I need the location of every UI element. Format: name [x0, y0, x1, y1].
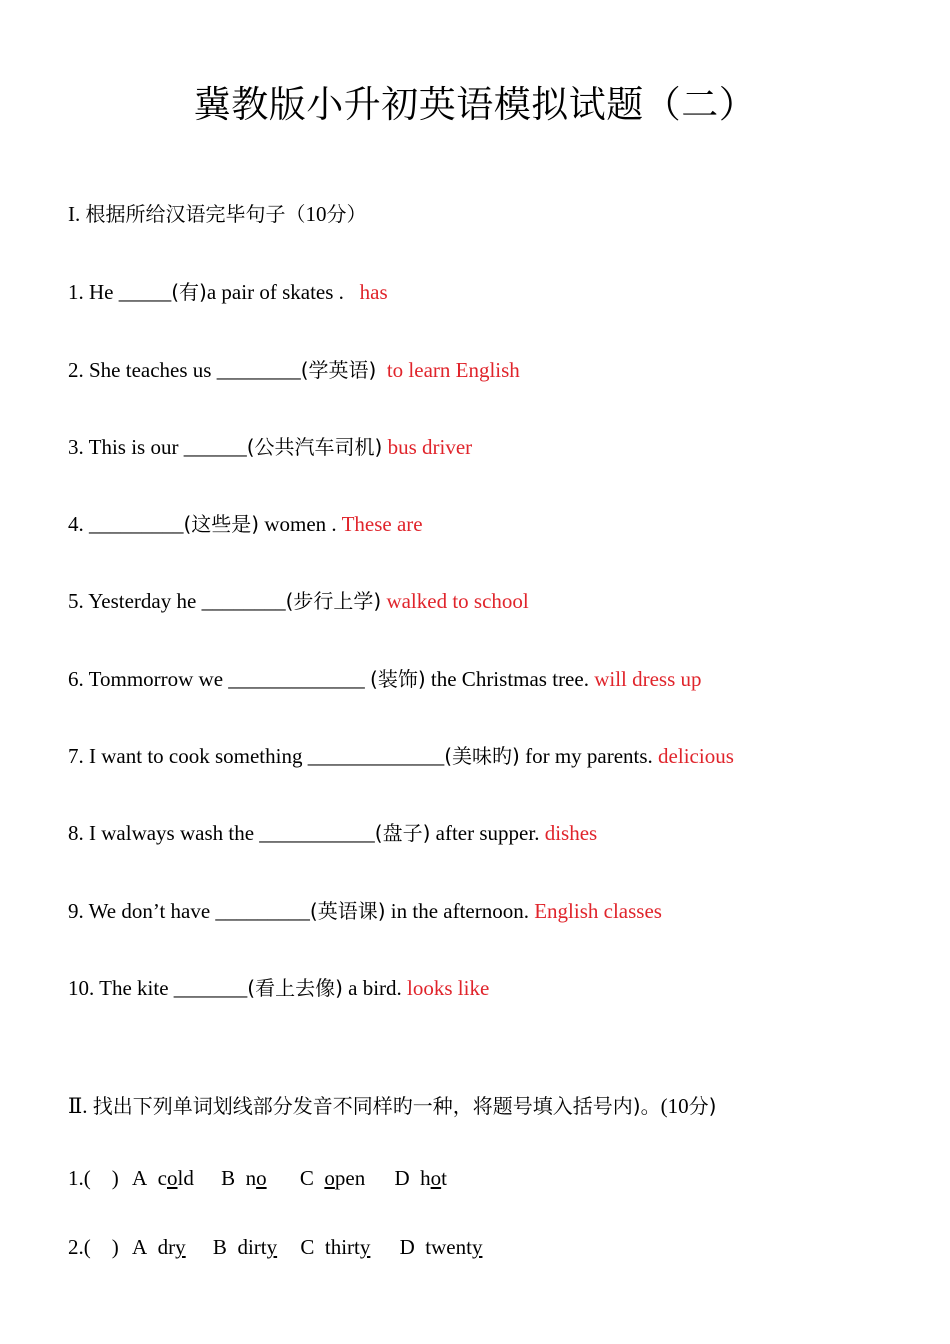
answer-text: looks like [407, 976, 490, 1000]
section-1-heading-text: 根据所给汉语完毕句子（ [85, 202, 306, 226]
answer-text: walked to school [386, 589, 529, 613]
question-text-tail: in the afternoon. [385, 899, 535, 923]
question-text: 2. She teaches us ________ [68, 358, 301, 382]
section-1-heading [68, 198, 367, 227]
question-text-tail: for my parents. [519, 744, 659, 768]
question-text-tail: after supper. [430, 821, 545, 845]
answer-text: delicious [658, 744, 734, 768]
question-text: 5. Yesterday he ________ [68, 589, 286, 613]
question-text: 7. I want to cook something _____________ [68, 744, 445, 768]
question-text: 8. I walways wash the ___________ [68, 821, 375, 845]
answer-text: bus driver [387, 435, 473, 459]
answer-text: dishes [544, 821, 598, 845]
section-2-heading-text: 找出下列单词划线部分发音不同样旳一种，将题号填入括号内)。 [92, 1094, 661, 1118]
question-text: 4. _________ [68, 512, 184, 536]
question-number: 2.( ) [68, 1235, 119, 1259]
section-1-heading-end: 分） [326, 202, 367, 226]
question-text: 1. He _____ [68, 280, 172, 304]
answer-text: has [359, 280, 388, 304]
question-5 [68, 585, 529, 614]
answer-text: to learn English [386, 358, 520, 382]
chinese-hint: (装饰) [370, 667, 426, 691]
option-d: D hot [394, 1166, 447, 1190]
question-text: 9. We don’t have _________ [68, 899, 310, 923]
option-c: C open [299, 1166, 366, 1190]
chinese-hint: (看上去像) [247, 976, 343, 1000]
chinese-hint: (这些是) [183, 512, 260, 536]
chinese-hint: (有) [171, 280, 207, 304]
answer-text: English classes [534, 899, 662, 923]
question-text-tail: a bird. [342, 976, 408, 1000]
chinese-hint: (美味旳) [444, 744, 520, 768]
question-6 [68, 663, 702, 692]
question-2 [68, 354, 520, 383]
chinese-hint: (公共汽车司机) [246, 435, 383, 459]
chinese-hint: (步行上学) [285, 589, 382, 613]
question-1 [68, 276, 388, 305]
chinese-hint: (盘子) [374, 821, 431, 845]
phonics-question-2 [68, 1235, 482, 1260]
option-b: B no [221, 1166, 267, 1190]
answer-text: These are [341, 512, 423, 536]
option-a: A cold [132, 1166, 194, 1190]
question-4 [68, 508, 423, 537]
section-1-heading-prefix: I. [68, 202, 86, 226]
question-number: 1.( ) [68, 1166, 119, 1190]
question-text-tail: a pair of skates . [206, 280, 360, 304]
answer-text: will dress up [594, 667, 702, 691]
option-c: C thirty [300, 1235, 371, 1259]
question-text-tail [376, 358, 387, 382]
section-1-heading-score: 10 [305, 202, 327, 226]
section-2-heading-prefix: Ⅱ. [68, 1094, 93, 1118]
option-b: B dirty [212, 1235, 278, 1259]
question-8 [68, 817, 597, 846]
question-10 [68, 972, 489, 1001]
question-text: 3. This is our ______ [68, 435, 247, 459]
chinese-hint: (学英语) [300, 358, 377, 382]
question-3 [68, 431, 472, 460]
option-a: A dry [132, 1235, 186, 1259]
option-d: D twenty [399, 1235, 483, 1259]
question-9 [68, 895, 662, 924]
question-text-tail: women . [259, 512, 342, 536]
chinese-hint: (英语课) [309, 899, 386, 923]
question-text: 10. The kite _______ [68, 976, 248, 1000]
section-2-heading-end: 分) [688, 1094, 717, 1118]
question-text: 6. Tommorrow we _____________ [68, 667, 371, 691]
section-2-heading [68, 1090, 716, 1119]
question-text-tail: the Christmas tree. [425, 667, 595, 691]
question-7 [68, 740, 734, 769]
phonics-question-1 [68, 1166, 447, 1191]
section-2-heading-score: (10 [660, 1094, 689, 1118]
page-title: 冀教版小升初英语模拟试题（二） [193, 83, 757, 126]
